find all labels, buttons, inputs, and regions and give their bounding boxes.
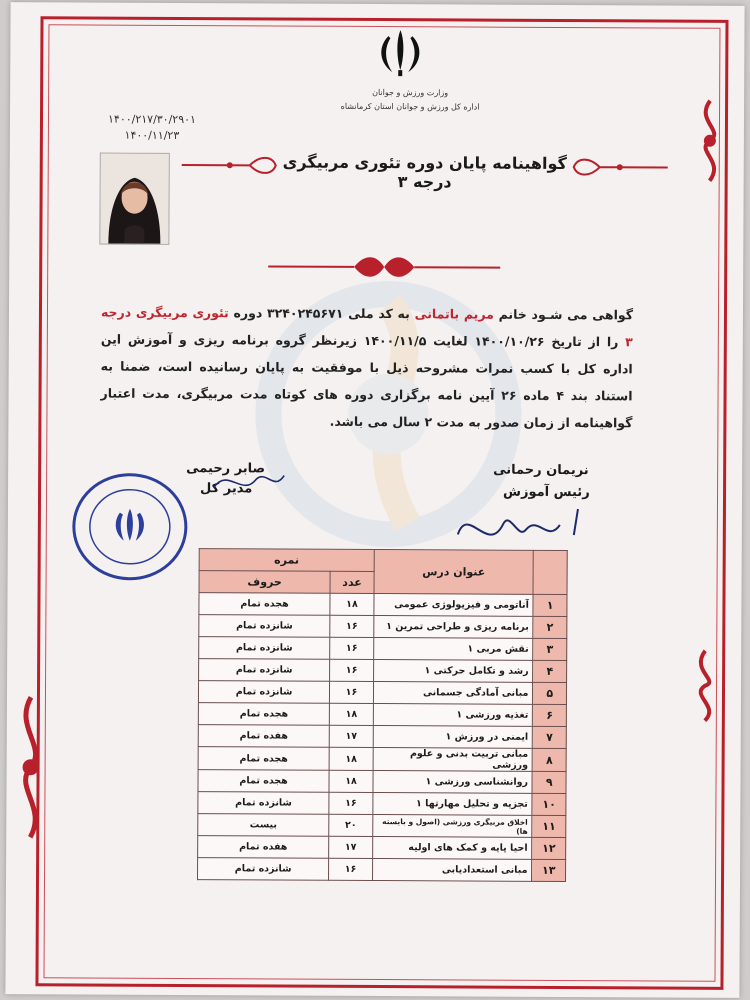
course-score-words: هجده تمام	[198, 747, 329, 771]
course-score: ۱۷	[329, 836, 373, 858]
course-score-words: هفده تمام	[198, 725, 329, 748]
signature-image	[448, 494, 598, 555]
table-row	[199, 615, 567, 639]
divider-ornament-icon	[264, 253, 504, 280]
course-title: مبانی استعدادیابی	[372, 858, 532, 881]
course-score-words: بیست	[198, 814, 329, 837]
certificate-body	[100, 299, 633, 437]
table-row	[198, 725, 566, 749]
course-score-words: شانزده تمام	[199, 659, 330, 682]
course-title: مبانی آمادگی جسمانی	[373, 681, 533, 704]
table-row	[199, 659, 567, 683]
course-score-words: هجده تمام	[198, 770, 329, 793]
course-score: ۱۷	[329, 725, 373, 747]
reference-date: ۱۴۰۰/۱۱/۲۳	[124, 128, 180, 142]
course-score: ۱۶	[330, 615, 374, 637]
course-title: ایمنی در ورزش ۱	[373, 725, 533, 748]
course-score: ۲۰	[329, 814, 373, 836]
course-score-words: شانزده تمام	[198, 681, 329, 704]
table-row	[198, 858, 566, 882]
course-title: احیا پایه و کمک های اولیه	[372, 836, 532, 859]
holder-name: مریم باتمانی	[414, 306, 494, 322]
course-title: مبانی تربیت بدنی و علوم ورزشی	[373, 747, 533, 771]
row-number: ۱۳	[532, 859, 566, 881]
right-lower-ornament-icon	[685, 646, 725, 726]
row-number: ۹	[532, 771, 566, 793]
course-score: ۱۶	[330, 659, 374, 681]
right-signatory-title: رئیس آموزش	[503, 484, 590, 501]
reference-number: ۱۴۰۰/۲۱۷/۳۰/۲۹۰۱	[107, 112, 196, 127]
applicant-photo	[99, 153, 169, 245]
course-score-words: شانزده تمام	[198, 792, 329, 815]
ministry-name	[340, 86, 480, 115]
course-score: ۱۶	[330, 637, 374, 659]
body-part1: گواهی می شـود خانم	[493, 306, 634, 323]
row-number: ۱	[533, 594, 567, 616]
row-number: ۲	[533, 616, 567, 638]
row-number: ۶	[533, 704, 567, 726]
course-score-words: شانزده تمام	[198, 858, 329, 881]
table-row	[198, 792, 566, 816]
course-score: ۱۸	[329, 747, 373, 770]
table-header-words: حروف	[199, 571, 330, 594]
ministry-line2: اداره کل ورزش و جوانان استان کرمانشاه	[340, 101, 480, 112]
course-score: ۱۸	[329, 770, 373, 792]
row-number: ۱۲	[532, 837, 566, 859]
left-signatory-name: صابر رحیمی	[186, 461, 266, 477]
row-number: ۸	[533, 748, 567, 771]
table-row	[199, 593, 567, 617]
title-ornament-right-icon	[570, 155, 670, 180]
table-header-number: عدد	[330, 571, 374, 593]
course-score: ۱۸	[329, 703, 373, 725]
right-ornament-icon	[690, 96, 730, 186]
course-title: آناتومی و فیزیولوژی عمومی	[374, 593, 534, 616]
table-row	[198, 747, 566, 772]
table-row	[199, 637, 567, 661]
body-part3: را از تاریخ ۱۴۰۰/۱۰/۲۶ لغایت ۱۴۰۰/۱۱/۵ زیرنظر گروه برنامه ریزی و آموزش این اداره کل با کسب نمرات مشروحه ذیل با موفقیت به پایان رسانیده است، ضمنا به استناد بند ۴ ماده ۲۶ آیین نامه برگزاری دوره های کوتاه مدت مربیگری، مدت اعتبار گواهینامه از زمان صدور به مدت ۲ سال می باشد.	[100, 331, 633, 431]
course-title: روانشناسی ورزشی ۱	[373, 770, 533, 793]
table-header-title: عنوان درس	[374, 549, 534, 594]
course-title: تجزیه و تحلیل مهارتها ۱	[373, 792, 533, 815]
row-number: ۷	[533, 726, 567, 748]
certificate-paper	[5, 2, 744, 998]
certificate-title: گواهینامه پایان دوره تئوری مربیگری درجه ۳	[282, 152, 567, 192]
table-row	[198, 836, 566, 860]
course-title: رشد و تکامل حرکتی ۱	[373, 659, 533, 682]
ministry-line1: وزارت ورزش و جوانان	[372, 87, 449, 98]
iran-emblem-icon	[370, 26, 430, 78]
table-row	[198, 814, 566, 838]
left-signature-image	[208, 461, 288, 501]
course-score: ۱۶	[329, 792, 373, 814]
row-number: ۱۰	[532, 793, 566, 815]
left-ornament-icon	[8, 692, 53, 842]
course-score: ۱۶	[330, 681, 374, 703]
course-score-words: هفده تمام	[198, 836, 329, 859]
course-score-words: شانزده تمام	[199, 637, 330, 660]
grades-table-body	[198, 593, 567, 882]
row-number: ۵	[533, 682, 567, 704]
right-signatory-name: نریمان رحمانی	[493, 462, 589, 479]
course-score: ۱۸	[330, 593, 374, 615]
course-title: نقش مربی ۱	[374, 637, 534, 660]
course-name: تئوری مربیگری درجه ۳	[100, 304, 633, 350]
table-row	[198, 703, 566, 727]
title-ornament-left-icon	[180, 153, 280, 178]
table-header-index	[533, 550, 567, 594]
grades-table	[197, 548, 568, 882]
table-row	[198, 770, 566, 794]
course-score-words: شانزده تمام	[199, 615, 330, 638]
course-score-words: هجده تمام	[198, 703, 329, 726]
table-row	[198, 681, 566, 705]
row-number: ۴	[533, 660, 567, 682]
course-title: برنامه ریزی و طراحی تمرین ۱	[374, 615, 534, 638]
official-stamp	[70, 470, 191, 583]
row-number: ۱۱	[532, 815, 566, 837]
left-signatory-title: مدیر کل	[200, 481, 253, 497]
body-part2: به کد ملی ۳۲۴۰۲۴۵۶۷۱ دوره	[228, 305, 415, 322]
course-title: اخلاق مربیگری ورزشی (اصول و بایسته ها)	[373, 814, 533, 837]
course-score-words: هجده تمام	[199, 593, 330, 616]
course-score: ۱۶	[329, 858, 373, 880]
row-number: ۳	[533, 638, 567, 660]
course-title: تغذیه ورزشی ۱	[373, 703, 533, 726]
table-header-grade: نمره	[199, 549, 374, 572]
